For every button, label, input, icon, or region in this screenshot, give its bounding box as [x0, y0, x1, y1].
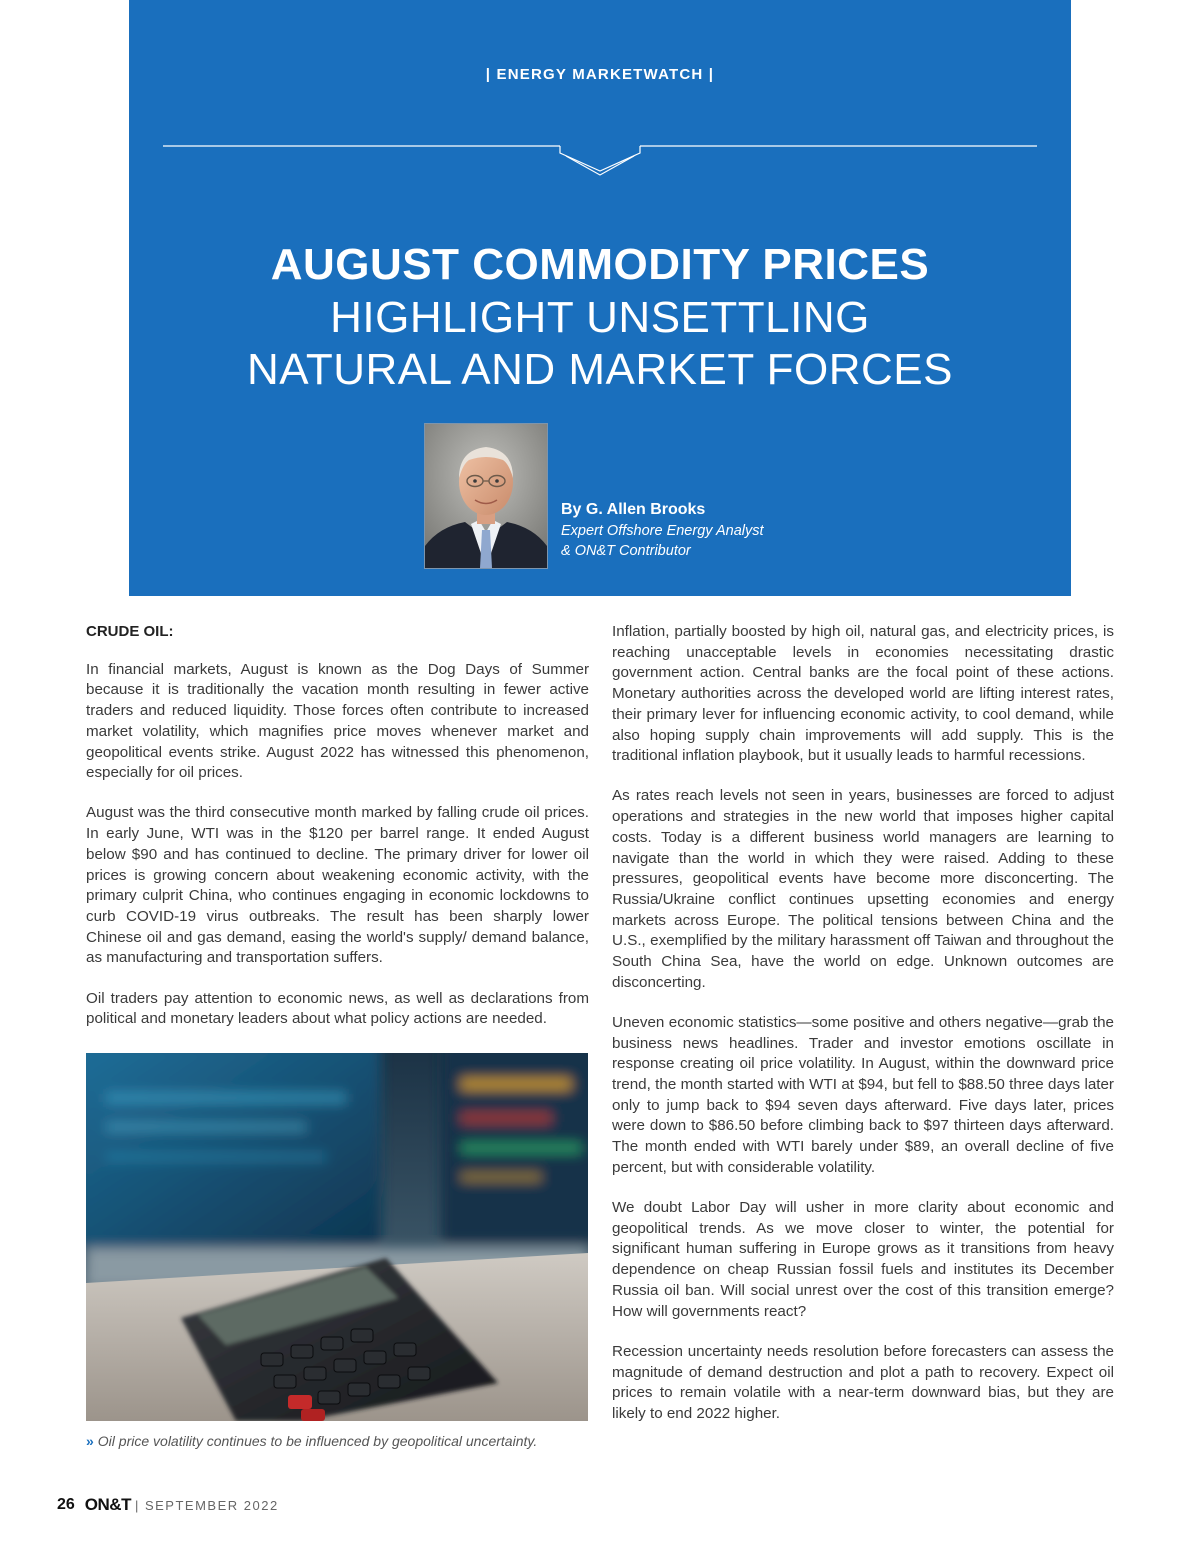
author-role-1: Expert Offshore Energy Analyst [561, 523, 764, 539]
section-heading: CRUDE OIL: [86, 623, 174, 640]
paragraph: Inflation, partially boosted by high oil, natural gas, and electricity prices, is reaching unacceptable levels in economies necessitating drastic government action. Central banks are the focal point of these actions. Monetary authorities across the developed world are lifting interest rates, their primary lever for influencing economic activity, to cool demand, while also hoping supply chain improvements will add supply. This is the traditional inflation playbook, but it usually leads to harmful recessions. [612, 623, 1114, 765]
article-photo [86, 1053, 588, 1421]
author-role-2: & ON&T Contributor [561, 543, 691, 559]
paragraph: Oil traders pay attention to economic news, as well as declarations from political and monetary leaders about what policy actions are needed. [86, 989, 589, 1028]
paragraph: August was the third consecutive month marked by falling crude oil prices. In early June, WTI was in the $120 per barrel range. It ended August below $90 and has continued to decline. The primary driver for lower oil prices is growing concern about weakening economic activity, with the primary culprit China, who continues engaging in economic lockdowns to curb COVID-19 virus outbreaks. The result has been sharply lower Chinese oil and gas demand, easing the world's supply/ demand balance, as manufacturing and transportation suffers. [86, 804, 589, 967]
author-byline [561, 499, 764, 561]
chevron-right-icon: » [86, 1433, 94, 1449]
author-name: By G. Allen Brooks [561, 501, 706, 518]
page-title [129, 238, 1071, 396]
photo-caption [86, 1432, 556, 1451]
author-photo [424, 423, 548, 569]
paragraph: In financial markets, August is known as the Dog Days of Summer because it is traditionally the vacation month resulting in fewer active traders and reduced liquidity. Those forces often contribute to increased market volatility, which magnifies price moves whenever market and geopolitical events strike. August 2022 has witnessed this phenomenon, especially for oil prices. [86, 660, 589, 782]
left-column [86, 622, 589, 1030]
caption-text: Oil price volatility continues to be influenced by geopolitical uncertainty. [97, 1433, 538, 1449]
issue-date: | SEPTEMBER 2022 [134, 1497, 279, 1513]
headline-light-1: HIGHLIGHT UNSETTLING [330, 293, 870, 342]
headline-bold: AUGUST COMMODITY PRICES [270, 240, 930, 289]
right-column [612, 622, 1114, 1425]
paragraph: We doubt Labor Day will usher in more clarity about economic and geopolitical trends. As we move closer to winter, the potential for significant human suffering in Europe grows as it transitions from heavy dependence on cheap Russian fossil fuels and institutes its December Russia oil ban. Will social unrest over the cost of this transition emerge? How will governments react? [612, 1199, 1114, 1320]
paragraph: Recession uncertainty needs resolution before forecasters can assess the magnitude of demand destruction and plot a path to recovery. Expect oil prices to remain volatile with a near-term downward bias, but they are likely to end 2022 higher. [612, 1342, 1114, 1422]
page-number: 26 [57, 1496, 75, 1513]
hero-banner [129, 0, 1071, 596]
section-tag: | ENERGY MARKETWATCH | [485, 66, 715, 83]
chevron-divider-icon [163, 140, 1037, 180]
paragraph: As rates reach levels not seen in years, businesses are forced to adjust operations and strategies in the new world that imposes higher capital costs. Today is a different business world managers are learning to navigate than the world in which they were raised. Adding to these pressures, geopolitical events have become more disconcerting. The Russia/Ukraine conflict continues upsetting economies and energy markets across Europe. The political tensions between China and the U.S., exemplified by the military harassment off Taiwan and throughout the South China Sea, have the world on edge. Unknown outcomes are disconcerting. [612, 787, 1114, 991]
page-footer [57, 1494, 279, 1516]
publication-logo: ON&T [84, 1495, 131, 1514]
headline-light-2: NATURAL AND MARKET FORCES [246, 345, 953, 394]
paragraph: Uneven economic statistics—some positive and others negative—grab the business news headlines. Trader and investor emotions oscillate in response creating oil price volatility. In August, within the downward price trend, the month started with WTI at $94, but fell to $88.50 three days later only to jump back to $94 seven days afterward. Five days later, prices were down to $86.50 before climbing back to $97 thirteen days afterward. The month ended with WTI barely under $89, an overall decline of five percent, but with considerable volatility. [612, 1013, 1114, 1176]
